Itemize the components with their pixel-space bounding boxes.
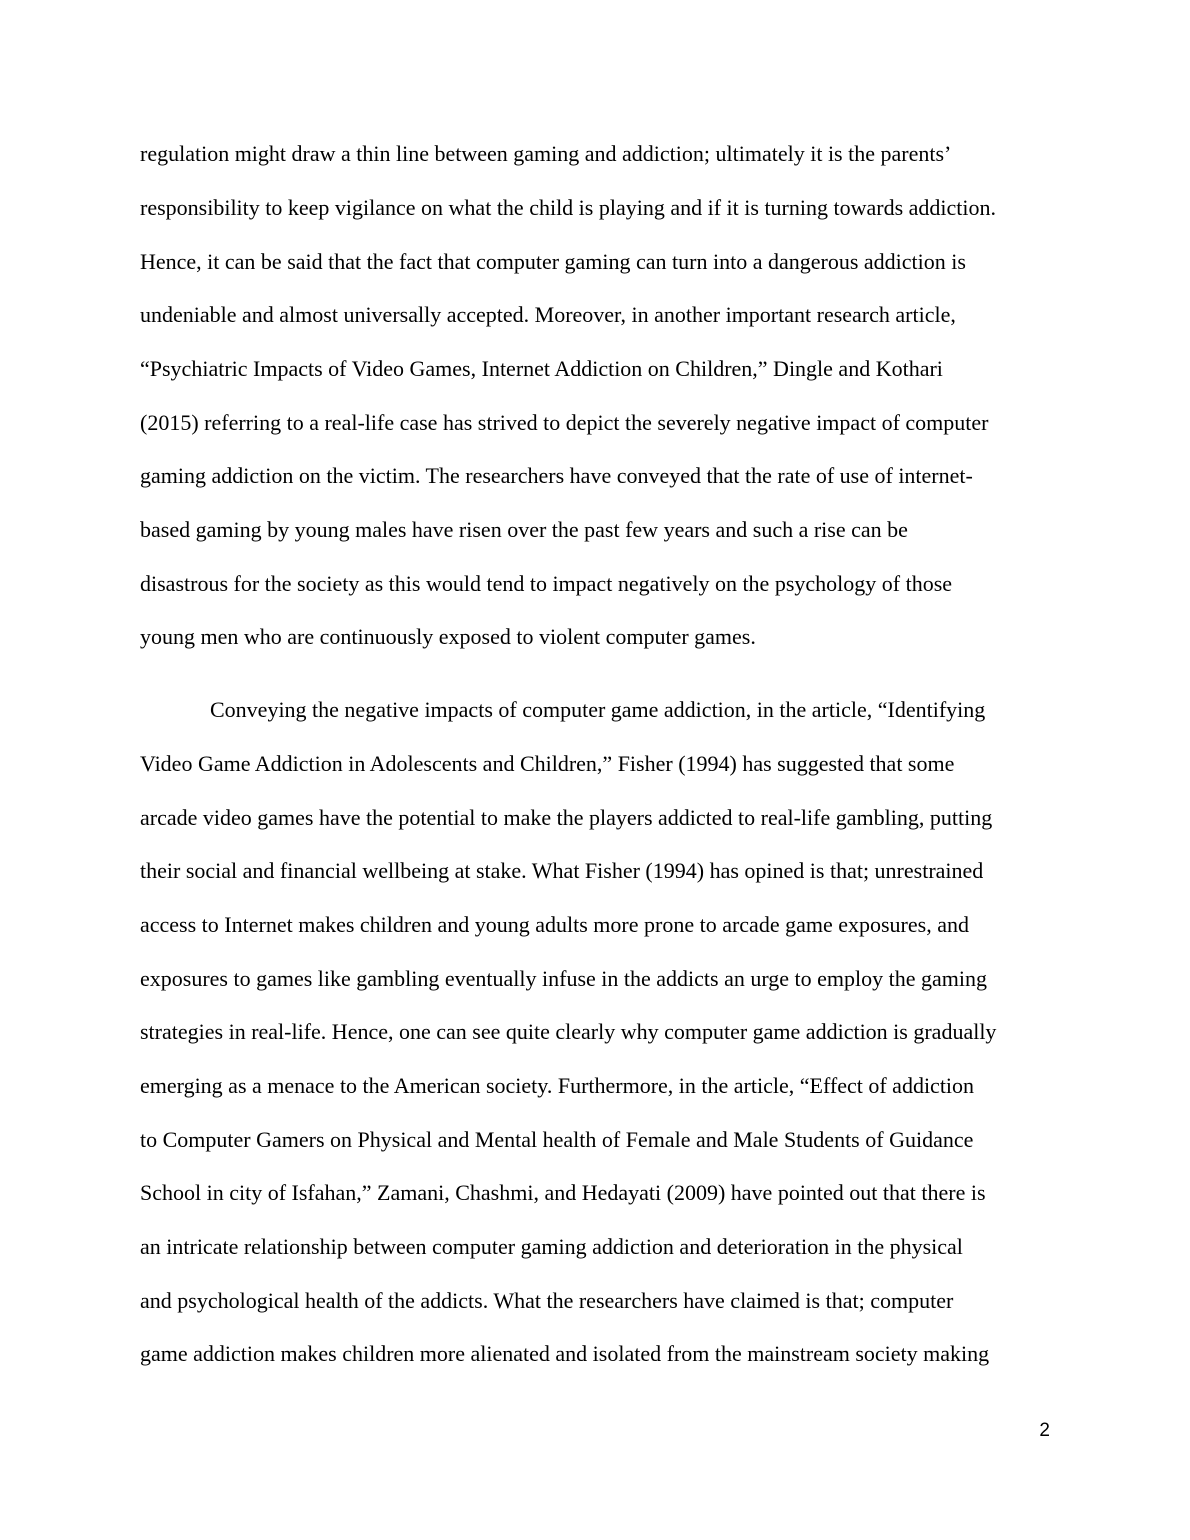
text-line: arcade video games have the potential to make the players addicted to real-life gambling, putting <box>140 805 993 830</box>
text-line: young men who are continuously exposed to violent computer games. <box>140 624 756 649</box>
text-line: disastrous for the society as this would tend to impact negatively on the psychology of those <box>140 571 953 596</box>
text-line: exposures to games like gambling eventually infuse in the addicts an urge to employ the gaming <box>140 966 988 991</box>
text-line: and psychological health of the addicts. What the researchers have claimed is that; computer <box>140 1288 954 1313</box>
text-line: an intricate relationship between computer gaming addiction and deterioration in the physical <box>140 1234 963 1259</box>
text-line: Video Game Addiction in Adolescents and Children,” Fisher (1994) has suggested that some <box>140 751 955 776</box>
text-line: undeniable and almost universally accepted. Moreover, in another important research article, <box>140 302 956 327</box>
text-line: Conveying the negative impacts of computer game addiction, in the article, “Identifying <box>210 697 986 722</box>
text-line: to Computer Gamers on Physical and Mental health of Female and Male Students of Guidance <box>140 1127 974 1152</box>
text-line: access to Internet makes children and young adults more prone to arcade game exposures, and <box>140 912 969 937</box>
text-line: strategies in real-life. Hence, one can see quite clearly why computer game addiction is gradually <box>140 1019 997 1044</box>
text-line: (2015) referring to a real-life case has strived to depict the severely negative impact of computer <box>140 410 989 435</box>
text-line: Hence, it can be said that the fact that computer gaming can turn into a dangerous addiction is <box>140 249 966 274</box>
text-line: “Psychiatric Impacts of Video Games, Internet Addiction on Children,” Dingle and Kothari <box>140 356 943 381</box>
text-line: their social and financial wellbeing at stake. What Fisher (1994) has opined is that; unrestrained <box>140 858 984 883</box>
text-line: based gaming by young males have risen over the past few years and such a rise can be <box>140 517 908 542</box>
page-number: 2 <box>1039 1420 1050 1441</box>
text-line: game addiction makes children more alienated and isolated from the mainstream society making <box>140 1341 990 1366</box>
text-line: School in city of Isfahan,” Zamani, Chashmi, and Hedayati (2009) have pointed out that there is <box>140 1180 986 1205</box>
text-line: regulation might draw a thin line between gaming and addiction; ultimately it is the parents’ <box>140 141 952 166</box>
text-line: emerging as a menace to the American society. Furthermore, in the article, “Effect of addiction <box>140 1073 975 1098</box>
text-line: responsibility to keep vigilance on what the child is playing and if it is turning towards addiction. <box>140 195 997 220</box>
text-line: gaming addiction on the victim. The researchers have conveyed that the rate of use of internet- <box>140 463 973 488</box>
